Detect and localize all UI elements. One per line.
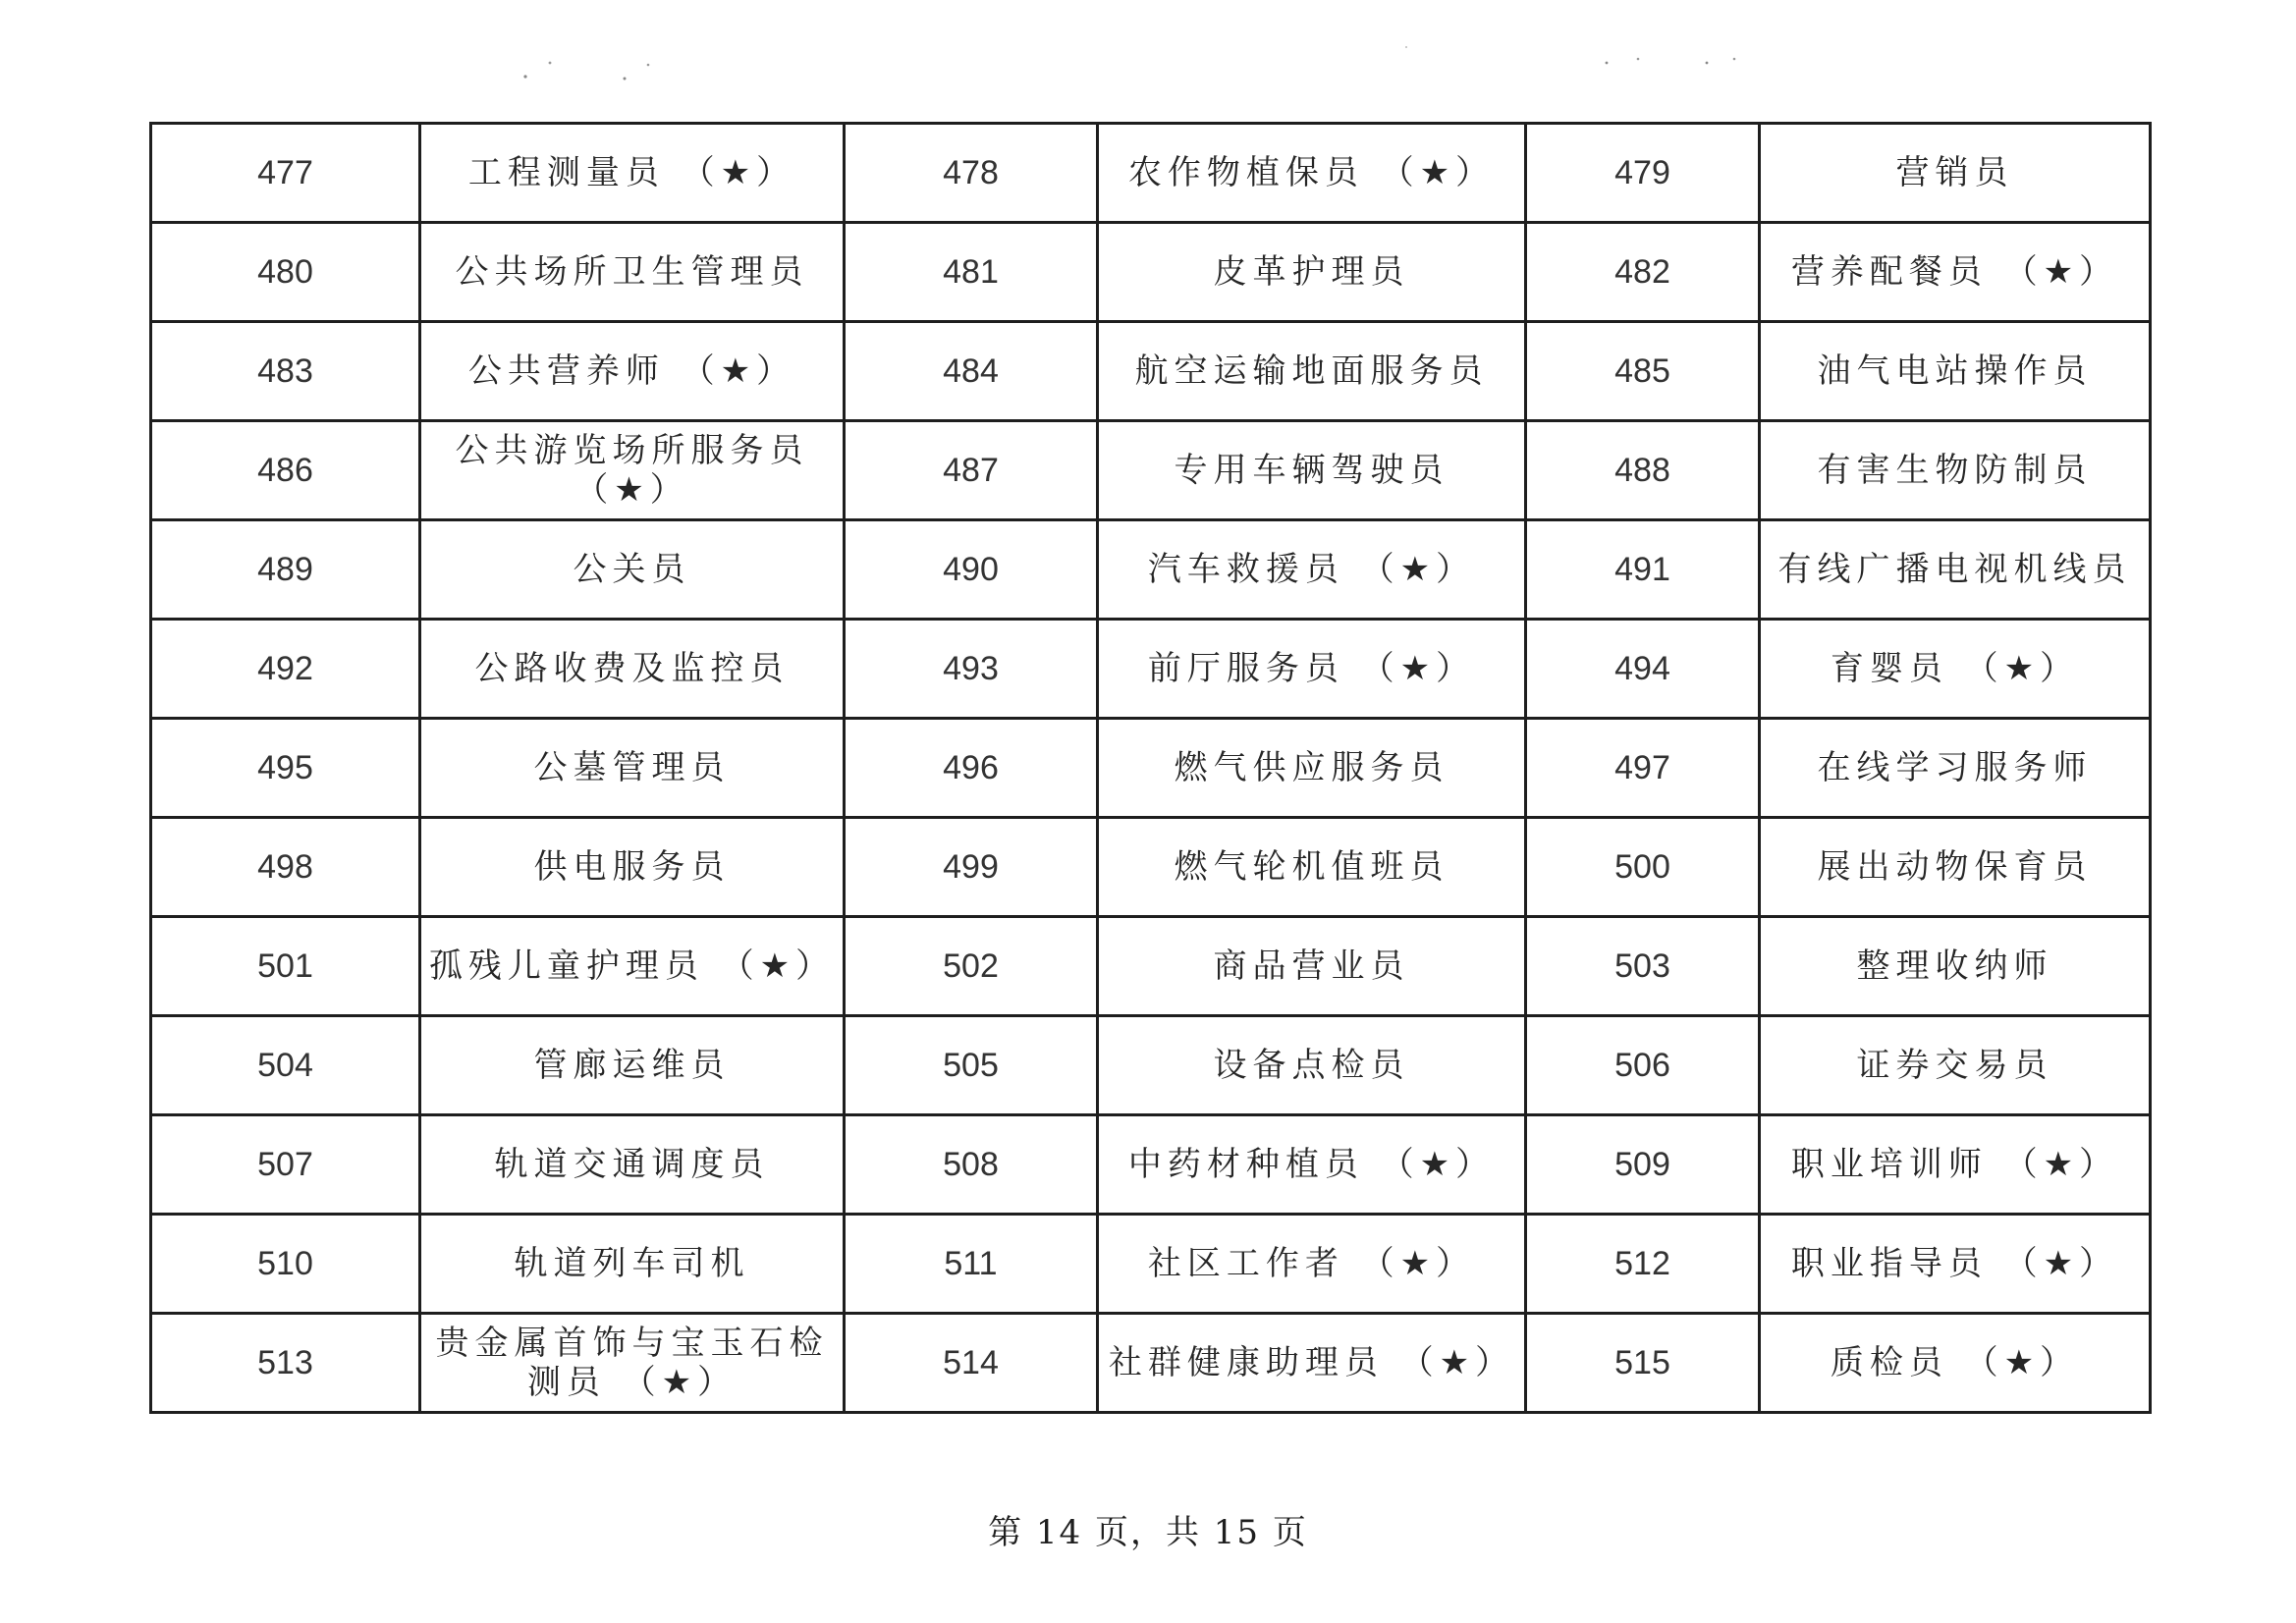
occupation-name: 工程测量员 （★）	[420, 124, 845, 223]
occupation-name: 展出动物保育员	[1760, 818, 2151, 917]
table-row	[151, 917, 2151, 1016]
occupation-number: 479	[1526, 124, 1760, 223]
occupation-number: 492	[151, 620, 420, 719]
occupation-number: 514	[845, 1314, 1098, 1413]
occupation-name: 皮革护理员	[1098, 223, 1526, 322]
occupation-number: 491	[1526, 520, 1760, 620]
occupation-name: 供电服务员	[420, 818, 845, 917]
occupation-number: 508	[845, 1115, 1098, 1215]
occupation-number: 512	[1526, 1215, 1760, 1314]
occupation-name: 贵金属首饰与宝玉石检测员 （★）	[420, 1314, 845, 1413]
occupation-name: 轨道列车司机	[420, 1215, 845, 1314]
occupation-number: 500	[1526, 818, 1760, 917]
table-row	[151, 1115, 2151, 1215]
occupation-name: 职业培训师 （★）	[1760, 1115, 2151, 1215]
occupation-name: 社区工作者 （★）	[1098, 1215, 1526, 1314]
occupation-name: 职业指导员 （★）	[1760, 1215, 2151, 1314]
occupation-name: 油气电站操作员	[1760, 322, 2151, 421]
table-row	[151, 620, 2151, 719]
occupation-name: 燃气轮机值班员	[1098, 818, 1526, 917]
occupation-name: 有线广播电视机线员	[1760, 520, 2151, 620]
table-row	[151, 520, 2151, 620]
occupation-number: 496	[845, 719, 1098, 818]
occupation-number: 490	[845, 520, 1098, 620]
occupation-name: 整理收纳师	[1760, 917, 2151, 1016]
occupation-name: 专用车辆驾驶员	[1098, 421, 1526, 520]
occupation-number: 503	[1526, 917, 1760, 1016]
occupation-number: 477	[151, 124, 420, 223]
occupation-table-body	[151, 124, 2151, 1413]
occupation-number: 501	[151, 917, 420, 1016]
occupation-number: 513	[151, 1314, 420, 1413]
occupation-name: 公墓管理员	[420, 719, 845, 818]
occupation-number: 482	[1526, 223, 1760, 322]
occupation-number: 515	[1526, 1314, 1760, 1413]
table-row	[151, 818, 2151, 917]
table-row	[151, 421, 2151, 520]
occupation-number: 505	[845, 1016, 1098, 1115]
table-row	[151, 124, 2151, 223]
occupation-name: 公共游览场所服务员 （★）	[420, 421, 845, 520]
occupation-name: 设备点检员	[1098, 1016, 1526, 1115]
occupation-name: 燃气供应服务员	[1098, 719, 1526, 818]
table-row	[151, 1215, 2151, 1314]
occupation-name: 航空运输地面服务员	[1098, 322, 1526, 421]
occupation-number: 481	[845, 223, 1098, 322]
occupation-name: 育婴员 （★）	[1760, 620, 2151, 719]
occupation-name: 公路收费及监控员	[420, 620, 845, 719]
occupation-number: 488	[1526, 421, 1760, 520]
occupation-number: 484	[845, 322, 1098, 421]
occupation-name: 中药材种植员 （★）	[1098, 1115, 1526, 1215]
table-row	[151, 1314, 2151, 1413]
occupation-number: 506	[1526, 1016, 1760, 1115]
occupation-number: 510	[151, 1215, 420, 1314]
occupation-number: 504	[151, 1016, 420, 1115]
table-row	[151, 719, 2151, 818]
occupation-number: 487	[845, 421, 1098, 520]
page-footer: 第 14 页，共 15 页	[988, 1513, 1308, 1552]
occupation-number: 485	[1526, 322, 1760, 421]
occupation-number: 480	[151, 223, 420, 322]
occupation-name: 公共营养师 （★）	[420, 322, 845, 421]
occupation-number: 483	[151, 322, 420, 421]
occupation-name: 汽车救援员 （★）	[1098, 520, 1526, 620]
occupation-name: 营销员	[1760, 124, 2151, 223]
occupation-name: 质检员 （★）	[1760, 1314, 2151, 1413]
occupation-number: 495	[151, 719, 420, 818]
occupation-name: 公共场所卫生管理员	[420, 223, 845, 322]
occupation-number: 494	[1526, 620, 1760, 719]
occupation-name: 孤残儿童护理员 （★）	[420, 917, 845, 1016]
occupation-number: 486	[151, 421, 420, 520]
occupation-name: 管廊运维员	[420, 1016, 845, 1115]
table-row	[151, 322, 2151, 421]
occupation-name: 社群健康助理员 （★）	[1098, 1314, 1526, 1413]
occupation-name: 前厅服务员 （★）	[1098, 620, 1526, 719]
occupation-number: 498	[151, 818, 420, 917]
occupation-name: 轨道交通调度员	[420, 1115, 845, 1215]
occupation-name: 营养配餐员 （★）	[1760, 223, 2151, 322]
occupation-number: 511	[845, 1215, 1098, 1314]
table-row	[151, 223, 2151, 322]
occupation-name: 有害生物防制员	[1760, 421, 2151, 520]
occupation-number: 502	[845, 917, 1098, 1016]
occupation-name: 农作物植保员 （★）	[1098, 124, 1526, 223]
occupation-number: 478	[845, 124, 1098, 223]
occupation-number: 489	[151, 520, 420, 620]
occupation-name: 证券交易员	[1760, 1016, 2151, 1115]
occupation-number: 509	[1526, 1115, 1760, 1215]
table-row	[151, 1016, 2151, 1115]
occupation-name: 商品营业员	[1098, 917, 1526, 1016]
occupation-name: 公关员	[420, 520, 845, 620]
occupation-number: 507	[151, 1115, 420, 1215]
occupation-number: 493	[845, 620, 1098, 719]
occupation-number: 497	[1526, 719, 1760, 818]
occupation-name: 在线学习服务师	[1760, 719, 2151, 818]
occupation-table	[149, 122, 2152, 1414]
occupation-number: 499	[845, 818, 1098, 917]
